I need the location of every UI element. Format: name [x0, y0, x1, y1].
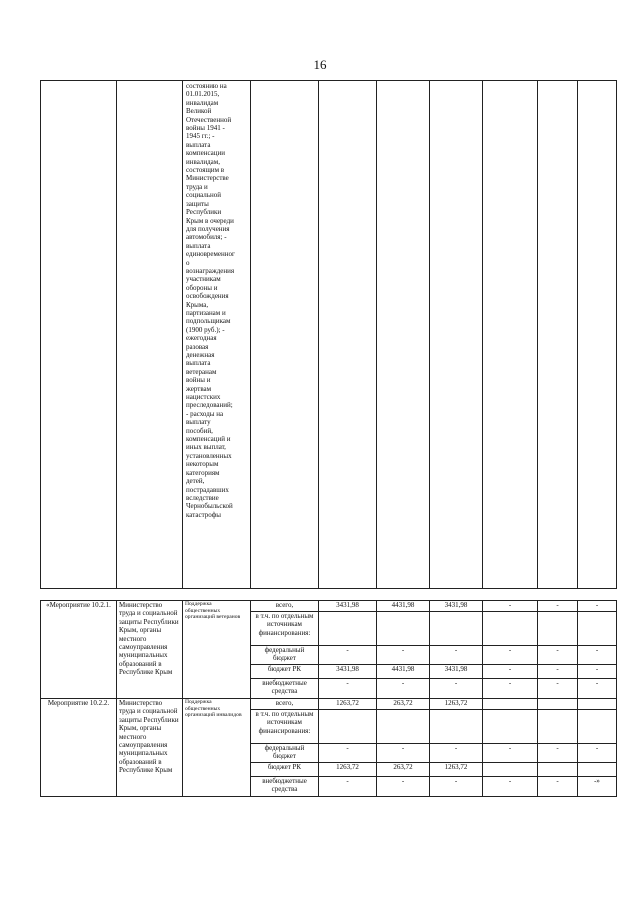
measures-table — [40, 600, 617, 797]
funding-value: 3431,98 — [430, 601, 483, 612]
funding-value: - — [538, 679, 578, 699]
funding-value — [377, 710, 430, 744]
funding-value: 4431,98 — [377, 601, 430, 612]
funding-value: - — [538, 646, 578, 665]
funding-value — [538, 763, 578, 777]
description-line: иных выплат, — [186, 443, 226, 452]
description-line: выплата — [186, 359, 211, 368]
cell-empty — [483, 81, 538, 589]
description-line: Министерстве — [186, 174, 229, 183]
measure-name: Поддержка общественных организаций ветеранов — [183, 601, 251, 699]
description-line: вознаграждения — [186, 266, 235, 275]
measure-description-continued — [183, 81, 251, 589]
funding-value — [430, 710, 483, 744]
funding-value: 3431,98 — [319, 601, 377, 612]
cell-empty — [538, 81, 578, 589]
cell-empty — [117, 81, 183, 589]
description-line: денежная — [186, 351, 215, 359]
funding-value: - — [319, 744, 377, 763]
description-line: о — [186, 258, 190, 267]
funding-source-label: бюджет РК — [251, 763, 319, 777]
description-line: инвалидам — [186, 98, 219, 107]
description-line: жертвам — [186, 384, 212, 393]
description-line: нацистских — [186, 393, 221, 402]
funding-value — [578, 763, 617, 777]
description-line: Республики — [186, 208, 222, 217]
funding-value — [377, 612, 430, 646]
description-line: войны и — [186, 376, 211, 385]
funding-value: - — [430, 744, 483, 763]
funding-value: - — [483, 777, 538, 797]
description-line: обороны и — [186, 283, 218, 292]
funding-source-label: в т.ч. по отдельным источникам финансирования: — [251, 710, 319, 744]
cell-empty — [41, 81, 117, 589]
description-line: подпольщикам — [186, 317, 231, 326]
funding-source-label: внебюджетные средства — [251, 777, 319, 797]
funding-value: - — [538, 601, 578, 612]
description-line: (1900 руб.); - — [186, 325, 225, 334]
funding-value — [538, 710, 578, 744]
description-line: разовая — [186, 342, 209, 351]
funding-source-label: внебюджетные средства — [251, 679, 319, 699]
description-line: пособий, — [186, 426, 213, 435]
funding-value: - — [483, 679, 538, 699]
funding-value: 1263,72 — [319, 763, 377, 777]
description-line: Отечественной — [186, 115, 232, 124]
funding-value — [578, 612, 617, 646]
description-line: Чернобыльской — [186, 502, 233, 511]
description-line: войны 1941 - — [186, 124, 225, 133]
description-line: состоянию на — [186, 82, 227, 90]
description-line: состоящим в — [186, 166, 225, 175]
funding-value — [483, 763, 538, 777]
cell-empty — [319, 81, 377, 589]
description-line: категориям — [186, 468, 220, 477]
description-line: детей, — [186, 477, 205, 486]
description-line: инвалидам, — [186, 157, 220, 166]
funding-source-label: федеральный бюджет — [251, 646, 319, 665]
funding-value: - — [578, 679, 617, 699]
measure-name: Поддержка общественных организаций инвалидов — [183, 699, 251, 797]
description-line: автомобиля; - — [186, 233, 227, 242]
description-line: пострадавших — [186, 485, 229, 494]
cell-empty — [578, 81, 617, 589]
funding-value: - — [377, 744, 430, 763]
funding-value: 3431,98 — [319, 665, 377, 679]
description-line: катастрофы — [186, 510, 221, 519]
description-line: ветеранам — [186, 367, 217, 376]
description-line: партизанам и — [186, 308, 226, 317]
description-line: участникам — [186, 275, 221, 284]
description-line: вследствие — [186, 493, 219, 502]
description-line: Крым в очереди — [186, 216, 234, 225]
funding-value: 4431,98 — [377, 665, 430, 679]
description-line: установленных — [186, 451, 232, 460]
funding-value — [538, 612, 578, 646]
description-line: выплата — [186, 140, 211, 149]
description-line: Крыма, — [186, 300, 209, 309]
funding-value — [430, 612, 483, 646]
funding-value: 263,72 — [377, 763, 430, 777]
description-line: защиты — [186, 199, 209, 208]
funding-value: - — [377, 646, 430, 665]
funding-value: - — [538, 744, 578, 763]
description-line: ежегодная — [186, 334, 217, 343]
funding-value: 263,72 — [377, 699, 430, 710]
funding-value — [538, 699, 578, 710]
funding-value: - — [538, 777, 578, 797]
measure-row — [41, 601, 617, 612]
description-line: компенсации — [186, 149, 225, 158]
cell-empty — [251, 81, 319, 589]
funding-value: - — [430, 777, 483, 797]
description-line: выплату — [186, 418, 211, 427]
description-line: 01.01.2015, — [186, 90, 220, 99]
funding-value: 1263,72 — [430, 763, 483, 777]
funding-value: - — [319, 777, 377, 797]
description-line: преследований; — [186, 401, 233, 410]
funding-value — [319, 710, 377, 744]
funding-value: - — [483, 646, 538, 665]
funding-value — [578, 710, 617, 744]
funding-value: - — [377, 777, 430, 797]
measure-id: «Мероприятие 10.2.1. — [41, 601, 117, 699]
funding-value: - — [483, 665, 538, 679]
measure-executor: Министерство труда и социальной защиты Республики Крым, органы местного самоуправления муниципальных образований в Республике Крым — [117, 699, 183, 797]
continuation-table — [40, 80, 617, 589]
page-number: 16 — [313, 57, 327, 72]
funding-value: 1263,72 — [319, 699, 377, 710]
funding-value: -» — [578, 777, 617, 797]
cell-empty — [430, 81, 483, 589]
funding-value: - — [319, 679, 377, 699]
measure-executor: Министерство труда и социальной защиты Республики Крым, органы местного самоуправления муниципальных образований в Республике Крым — [117, 601, 183, 699]
funding-value: - — [377, 679, 430, 699]
funding-value: - — [578, 744, 617, 763]
description-line: социальной — [186, 191, 221, 200]
funding-value: - — [578, 646, 617, 665]
description-line: для получения — [186, 224, 230, 233]
description-line: 1945 гг.; - — [186, 132, 215, 141]
funding-value — [319, 612, 377, 646]
description-line: Великой — [186, 107, 212, 116]
funding-source-label: всего, — [251, 601, 319, 612]
funding-source-label: федеральный бюджет — [251, 744, 319, 763]
funding-value: - — [578, 665, 617, 679]
funding-value: - — [430, 679, 483, 699]
description-line: - расходы на — [186, 409, 224, 418]
description-line: компенсаций и — [186, 435, 231, 444]
funding-value: - — [483, 601, 538, 612]
description-line: единовременног — [186, 250, 235, 259]
description-line: некоторым — [186, 460, 219, 469]
funding-value — [578, 699, 617, 710]
description-line: выплата — [186, 241, 211, 250]
funding-value: - — [578, 601, 617, 612]
description-line: труда и — [186, 182, 208, 191]
funding-source-label: всего, — [251, 699, 319, 710]
funding-value — [483, 699, 538, 710]
funding-source-label: бюджет РК — [251, 665, 319, 679]
funding-value: - — [538, 665, 578, 679]
funding-source-label: в т.ч. по отдельным источникам финансирования: — [251, 612, 319, 646]
funding-value: - — [319, 646, 377, 665]
cell-empty — [377, 81, 430, 589]
measure-id: Мероприятие 10.2.2. — [41, 699, 117, 797]
measure-row — [41, 699, 617, 710]
funding-value: - — [430, 646, 483, 665]
funding-value — [483, 710, 538, 744]
funding-value: 3431,98 — [430, 665, 483, 679]
description-line: освобождения — [186, 292, 229, 301]
funding-value: - — [483, 744, 538, 763]
funding-value — [483, 612, 538, 646]
funding-value: 1263,72 — [430, 699, 483, 710]
